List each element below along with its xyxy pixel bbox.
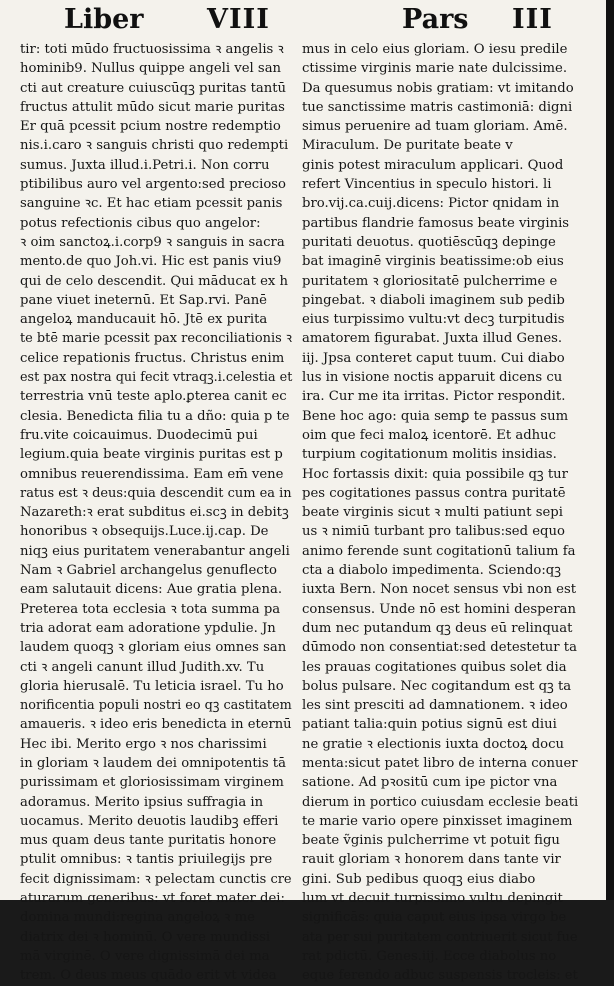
text-line: us ꝛ nimiū turbant pro talibus:sed equo bbox=[302, 524, 565, 540]
text-line: celice repationis fructus. Christus enim bbox=[20, 350, 285, 366]
text-line: Nam ꝛ Gabriel archangelus genuflecto bbox=[20, 563, 277, 579]
text-line: les sint presciti ad damnationem. ꝛ ideo bbox=[302, 698, 568, 714]
page-edge-shadow bbox=[606, 0, 614, 900]
running-head-liber: Liber bbox=[64, 4, 144, 35]
text-line: Er quā pcessit pcium nostre redemptio bbox=[20, 119, 281, 135]
text-line: gloria hierusalē. Tu leticia israel. Tu ho bbox=[20, 678, 284, 694]
text-line: partibus flandrie famosus beate virginis bbox=[302, 215, 570, 231]
text-line: bolus pulsare. Nec cogitandum est qꝫ ta bbox=[302, 678, 572, 694]
text-line: satione. Ad pꝛositū cum ipe pictor vna bbox=[302, 775, 558, 791]
text-line: pingebat. ꝛ diaboli imaginem sub pedib bbox=[302, 292, 565, 308]
text-line: significās: quia caput eius ipsa virgo be bbox=[302, 910, 567, 926]
text-line: mento.de quo Joh.vi. Hic est panis viu9 bbox=[20, 254, 282, 270]
text-line: ꝛ oim sanctoꝝ.i.corp9 ꝛ sanguis in sacra bbox=[20, 234, 285, 250]
text-line: purissimam et gloriosissimam virginem bbox=[20, 775, 284, 791]
text-line: norificentia populi nostri eo qꝫ castitatem bbox=[20, 698, 292, 714]
text-line: ratus est ꝛ deus:quia descendit cum ea in bbox=[20, 485, 292, 501]
text-line: ctissime virginis marie nate dulcissime. bbox=[302, 61, 568, 77]
text-line: ata per sui puritatem contriuerit sicut fue bbox=[302, 929, 578, 945]
text-line: te marie vario opere pinxisset imaginem bbox=[302, 813, 573, 829]
text-line: dum nec putandum qꝫ deus eū relinquat bbox=[302, 620, 573, 636]
running-head bbox=[0, 2, 606, 38]
text-line: mus quam deus tante puritatis honore bbox=[20, 833, 277, 849]
text-line: trem. O deus meus quādo erit vt videa bbox=[20, 968, 277, 984]
text-line: est pax nostra qui fecit vtraqꝫ.i.celestia et bbox=[20, 370, 293, 386]
text-line: omnibus reuerendissima. Eam em̄ vene bbox=[20, 466, 284, 482]
left-text-column bbox=[20, 40, 292, 986]
text-line: fructus attulit mūdo sicut marie puritas bbox=[20, 99, 285, 115]
text-line: bro.vij.ca.cuij.dicens: Pictor qnidam in bbox=[302, 196, 560, 212]
text-line: dūmodo non consentiat:sed detestetur ta bbox=[302, 640, 577, 656]
text-line: mā virginē. O vere dignissimā dei ma bbox=[20, 948, 270, 964]
text-line: Miraculum. De puritate beate v bbox=[302, 138, 513, 154]
text-line: uocamus. Merito deuotis laudibꝫ efferi bbox=[20, 813, 279, 829]
text-line: consensus. Unde nō est homini desperan bbox=[302, 601, 577, 617]
text-line: dierum in portico cuiusdam ecclesie beati bbox=[302, 794, 579, 810]
text-line: les prauas cogitationes quibus solet dia bbox=[302, 659, 567, 675]
text-line: mus in celo eius gloriam. O iesu predile bbox=[302, 42, 568, 57]
text-line: fecit dignissimam: ꝛ pelectam cunctis cre bbox=[20, 871, 292, 887]
text-line: menta:sicut patet libro de interna conuer bbox=[302, 755, 578, 771]
text-line: beate virginis sicut ꝛ multi patiunt sepi bbox=[302, 505, 563, 521]
text-line: Hoc fortassis dixit: quia possibile qꝫ tur bbox=[302, 466, 568, 482]
text-line: iij. Jpsa conteret caput tuum. Cui diabo bbox=[302, 350, 565, 366]
text-line: lum vt decuit turpissimo vultu depingit bbox=[302, 891, 563, 907]
text-line: cti ꝛ angeli canunt illud Judith.xv. Tu bbox=[20, 659, 265, 675]
text-line: simus peruenire ad tuam gloriam. Amē. bbox=[302, 119, 568, 135]
text-line: ne gratie ꝛ electionis iuxta doctoꝝ docu bbox=[302, 736, 564, 752]
text-line: ira. Cur me ita irritas. Pictor respondit. bbox=[302, 389, 566, 405]
text-line: Da quesumus nobis gratiam: vt imitando bbox=[302, 80, 574, 96]
text-line: gini. Sub pedibus quoqꝫ eius diabo bbox=[302, 871, 536, 887]
text-line: adoramus. Merito ipsius suffragia in bbox=[20, 794, 264, 810]
text-line: clesia. Benedicta filia tu a dño: quia p te bbox=[20, 408, 290, 424]
text-line: pes cogitationes passus contra puritatē bbox=[302, 485, 566, 501]
text-line: Nazareth:ꝛ erat subditus ei.scꝫ in debitꝫ bbox=[20, 505, 289, 521]
text-line: refert Vincentius in speculo histori. li bbox=[302, 177, 552, 193]
text-line: pane viuet ineternū. Et Sap.rvi. Panē bbox=[20, 292, 267, 308]
text-line: lus in visione noctis apparuit dicens cu bbox=[302, 370, 563, 386]
text-line: nis.i.caro ꝛ sanguis christi quo redempti bbox=[20, 138, 289, 154]
text-line: te btē marie pcessit pax reconciliationis ꝛ bbox=[20, 331, 292, 347]
text-line: amaueris. ꝛ ideo eris benedicta in eternū bbox=[20, 717, 292, 733]
text-line: puritati deuotus. quotiēscūqꝫ depinge bbox=[302, 234, 556, 250]
running-head-pars: Pars bbox=[402, 4, 469, 35]
text-line: Preterea tota ecclesia ꝛ tota summa pa bbox=[20, 601, 281, 617]
text-line: puritatem ꝛ gloriositatē pulcherrime e bbox=[302, 273, 558, 289]
text-line: ginis potest miraculum applicari. Quod bbox=[302, 157, 564, 173]
running-head-folio: VIII bbox=[207, 4, 270, 35]
text-line: eam salutauit dicens: Aue gratia plena. bbox=[20, 582, 283, 598]
text-line: diatrix dei ꝛ hominū. O vere mundissi bbox=[20, 929, 271, 945]
text-line: qui de celo descendit. Qui māducat ex h bbox=[20, 273, 289, 289]
text-line: tir: toti mūdo fructuosissima ꝛ angelis ꝛ bbox=[20, 42, 284, 57]
text-line: beate ṽginis pulcherrime vt potuit figu bbox=[302, 833, 560, 849]
running-head-part-number: III bbox=[512, 4, 553, 35]
text-line: legium.quia beate virginis puritas est p bbox=[20, 447, 283, 463]
text-line: ptibilibus auro vel argento:sed precioso bbox=[20, 177, 286, 193]
text-line: sanguine ꝛc. Et hac etiam pcessit panis bbox=[20, 196, 283, 212]
text-line: honoribus ꝛ obsequijs.Luce.ij.cap. De bbox=[20, 524, 269, 540]
text-line: cti aut creature cuiuscūqꝫ puritas tantū bbox=[20, 80, 287, 96]
text-line: Bene hoc ago: quia semꝑ te passus sum bbox=[302, 408, 569, 424]
text-line: in gloriam ꝛ laudem dei omnipotentis tā bbox=[20, 755, 286, 771]
text-line: rat pdictū. Genes.iij. Ecce diabolus no bbox=[302, 948, 557, 964]
text-line: Hec ibi. Merito ergo ꝛ nos charissimi bbox=[20, 736, 267, 752]
text-line: tue sanctissime matris castimoniā: digni bbox=[302, 99, 573, 115]
text-line: bat imaginē virginis beatissime:ob eius bbox=[302, 254, 564, 270]
text-line: angeloꝝ manducauit hō. Jtē ex purita bbox=[20, 312, 268, 328]
text-line: sumus. Juxta illud.i.Petri.i. Non corru bbox=[20, 157, 270, 173]
text-line: animo ferende sunt cogitationū talium fa bbox=[302, 543, 576, 559]
text-line: rauit gloriam ꝛ honorem dans tante vir bbox=[302, 852, 561, 868]
text-line: patiant talia:quin potius signū est diui bbox=[302, 717, 557, 733]
text-line: tria adorat eam adoratione ypdulie. Jn bbox=[20, 620, 276, 636]
right-text-column bbox=[302, 40, 578, 986]
text-line: fru.vite coicauimus. Duodecimū pui bbox=[20, 427, 258, 443]
text-line: turpium cogitationum molitis insidias. bbox=[302, 447, 557, 463]
text-line: aturarum generibus: vt foret mater dei: bbox=[20, 891, 285, 907]
text-line: eque ferendo adbuc suspensis trocleis: et bbox=[302, 968, 578, 984]
text-line: cta a diabolo impedimenta. Sciendo:qꝫ bbox=[302, 563, 561, 579]
text-line: hominib9. Nullus quippe angeli vel san bbox=[20, 61, 282, 77]
text-line: potus refectionis cibus quo angelor: bbox=[20, 215, 261, 231]
text-line: laudem quoqꝫ ꝛ gloriam eius omnes san bbox=[20, 640, 287, 656]
text-line: oim que feci maloꝝ icentorē. Et adhuc bbox=[302, 427, 557, 443]
text-line: iuxta Bern. Non nocet sensus vbi non est bbox=[302, 582, 577, 598]
text-line: ptulit omnibus: ꝛ tantis priuilegijs pre bbox=[20, 852, 273, 868]
text-line: niqꝫ eius puritatem venerabantur angeli bbox=[20, 543, 290, 559]
text-line: amatorem figurabat. Juxta illud Genes. bbox=[302, 331, 563, 347]
text-line: terrestria vnū teste aplo.ꝑterea canit ec bbox=[20, 389, 287, 405]
text-line: domina mundi:regina angeloꝝ ꝛ me bbox=[20, 910, 255, 926]
text-line: eius turpissimo vultu:vt decꝫ turpitudis bbox=[302, 312, 565, 328]
